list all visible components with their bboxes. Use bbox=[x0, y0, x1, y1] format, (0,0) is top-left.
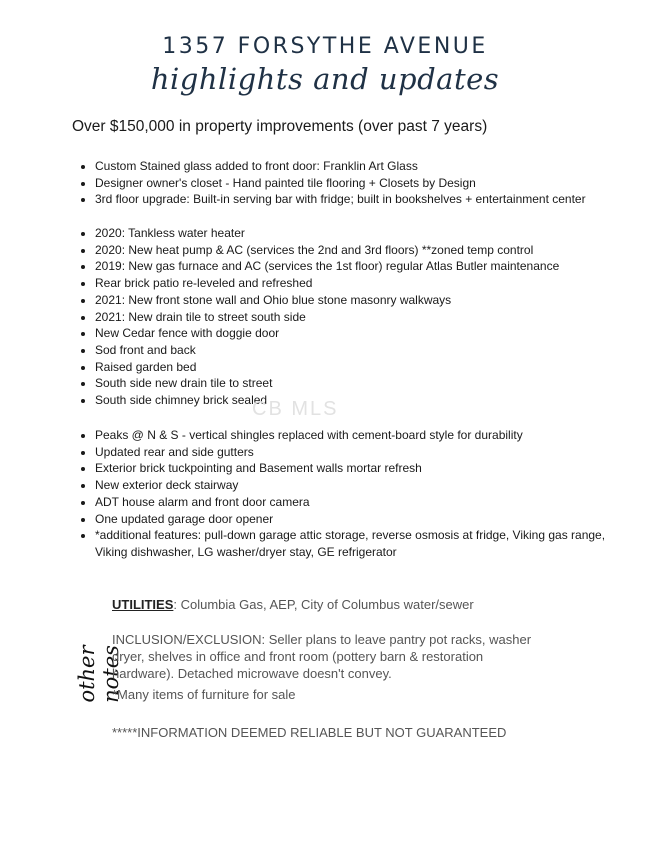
list-item: • 3rd floor upgrade: Built-in serving bar with fridge; built in bookshelves + entertainment center bbox=[95, 191, 635, 208]
list-item: • South side chimney brick sealed bbox=[95, 392, 635, 409]
list-item: • 2019: New gas furnace and AC (services the 1st floor) regular Atlas Butler maintenance bbox=[95, 258, 635, 275]
improvements-summary: Over $150,000 in property improvements (over past 7 years) bbox=[72, 118, 488, 135]
list-item: • Sod front and back bbox=[95, 342, 635, 359]
exterior-updates-list bbox=[78, 427, 635, 561]
watermark: CB MLS bbox=[252, 398, 339, 420]
disclaimer: *****INFORMATION DEEMED RELIABLE BUT NOT GUARANTEED bbox=[112, 725, 507, 740]
furniture-note: *Many items of furniture for sale bbox=[112, 687, 296, 702]
utilities-line bbox=[112, 596, 474, 613]
inclusion-exclusion-note: INCLUSION/EXCLUSION: Seller plans to leave pantry pot racks, washer dryer, shelves in office and front room (pottery barn & restoration hardware). Detached microwave doesn't convey. bbox=[112, 632, 532, 681]
list-item: • Exterior brick tuckpointing and Basement walls mortar refresh bbox=[95, 460, 635, 477]
interior-upgrades-list bbox=[78, 158, 635, 208]
list-item: • New Cedar fence with doggie door bbox=[95, 325, 635, 342]
list-item: • 2020: Tankless water heater bbox=[95, 225, 635, 242]
script-subtitle: highlights and updates bbox=[150, 62, 500, 96]
list-item: • One updated garage door opener bbox=[95, 511, 635, 528]
list-item: • Rear brick patio re-leveled and refreshed bbox=[95, 275, 635, 292]
list-item: • 2020: New heat pump & AC (services the 2nd and 3rd floors) **zoned temp control bbox=[95, 242, 635, 259]
list-item: • South side new drain tile to street bbox=[95, 375, 635, 392]
list-item: • 2021: New drain tile to street south side bbox=[95, 309, 635, 326]
list-item: • Updated rear and side gutters bbox=[95, 444, 635, 461]
list-item: • Raised garden bed bbox=[95, 359, 635, 376]
list-item: • Custom Stained glass added to front door: Franklin Art Glass bbox=[95, 158, 635, 175]
list-item: • Designer owner's closet - Hand painted tile flooring + Closets by Design bbox=[95, 175, 635, 192]
utilities-text: : Columbia Gas, AEP, City of Columbus water/sewer bbox=[173, 597, 474, 612]
systems-updates-list bbox=[78, 225, 635, 409]
list-item: • *additional features: pull-down garage attic storage, reverse osmosis at fridge, Viking gas range, Viking dishwasher, LG washer/dryer stay, GE refrigerator bbox=[95, 527, 635, 560]
list-item: • ADT house alarm and front door camera bbox=[95, 494, 635, 511]
page-title: 1357 FORSYTHE AVENUE bbox=[162, 34, 488, 59]
other-notes-label: other notes bbox=[75, 645, 123, 703]
list-item: • New exterior deck stairway bbox=[95, 477, 635, 494]
list-item: • Peaks @ N & S - vertical shingles replaced with cement-board style for durability bbox=[95, 427, 635, 444]
utilities-label: UTILITIES bbox=[112, 597, 174, 612]
list-item: • 2021: New front stone wall and Ohio blue stone masonry walkways bbox=[95, 292, 635, 309]
